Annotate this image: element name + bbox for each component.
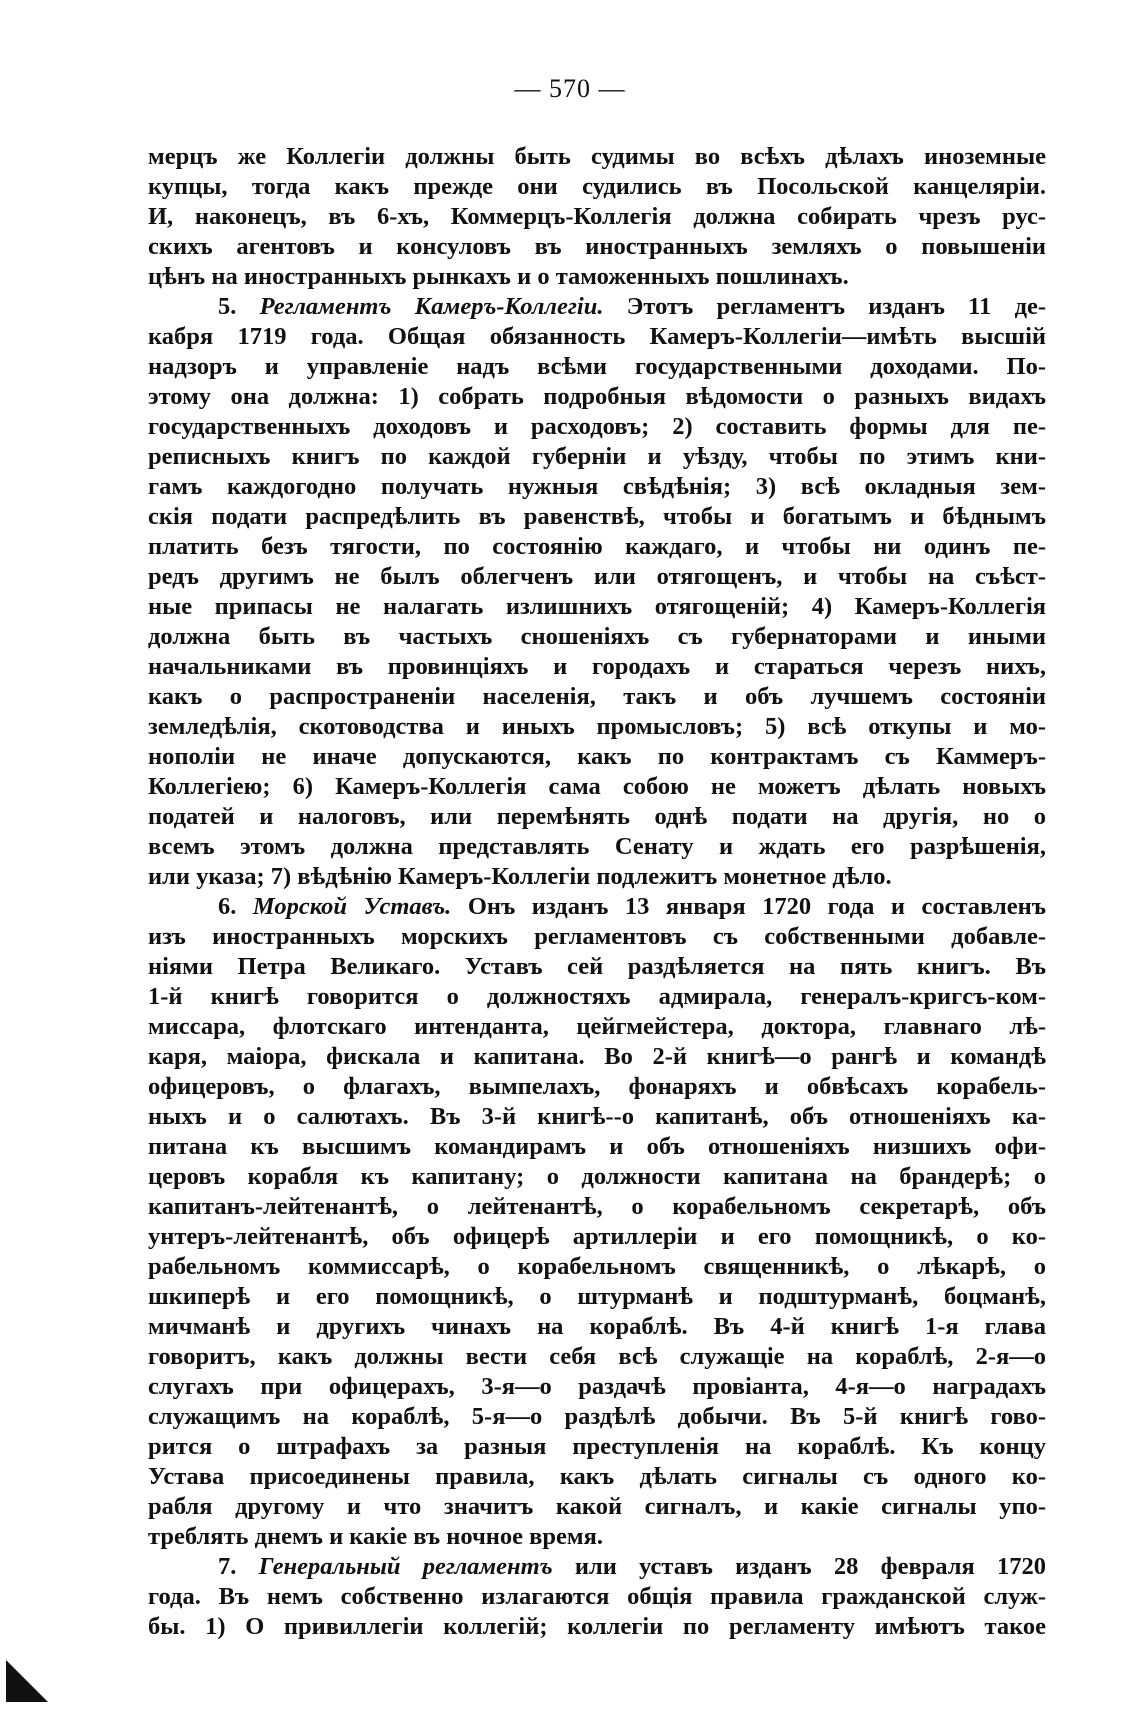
text-line: 1-й книгѣ говорится о должностяхъ адмирала, генералъ-кригсъ-ком-	[148, 983, 1046, 1010]
text-line: рабля другому и что значитъ какой сигналъ, и какіе сигналы упо-	[148, 1493, 1046, 1520]
text-line: начальниками въ провинціяхъ и городахъ и стараться черезъ нихъ,	[148, 653, 1046, 680]
section-heading: Генеральный регламентъ	[258, 1553, 553, 1580]
document-body	[148, 142, 1046, 1642]
text-line: бы. 1) О привиллегіи коллегій; коллегіи по регламенту имѣютъ такое	[148, 1613, 1046, 1640]
text-line: слугахъ при офицерахъ, 3-я—о раздачѣ провіанта, 4-я—о наградахъ	[148, 1373, 1046, 1400]
page-number: — 570 —	[514, 74, 626, 103]
text-line: гамъ каждогодно получать нужныя свѣдѣнія; 3) всѣ окладныя зем-	[148, 473, 1046, 500]
text-line: рится о штрафахъ за разныя преступленія на кораблѣ. Къ концу	[148, 1433, 1046, 1460]
section-5-first-line: 5. Регламентъ Камеръ-Коллегіи. Этотъ регламентъ изданъ 11 де-	[218, 293, 1047, 320]
text-line: ные припасы не налагать излишнихъ отягощеній; 4) Камеръ-Коллегія	[148, 593, 1046, 620]
text-line: податей и налоговъ, или перемѣнять однѣ подати на другія, но о	[148, 803, 1046, 830]
text-line: говоритъ, какъ должны вести себя всѣ служащіе на кораблѣ, 2-я—о	[148, 1343, 1046, 1370]
triangle-arrow-icon	[6, 1660, 48, 1702]
section-heading: Морской Уставъ.	[252, 893, 452, 920]
text-line: мерцъ же Коллегіи должны быть судимы во всѣхъ дѣлахъ иноземные	[148, 143, 1046, 170]
text-line: шкиперѣ и его помощникѣ, о штурманѣ и подштурманѣ, боцманѣ,	[148, 1283, 1046, 1310]
text-line: треблять днемъ и какіе въ ночное время.	[148, 1523, 603, 1550]
text-line: года. Въ немъ собственно излагаются общія правила гражданской служ-	[148, 1583, 1046, 1610]
text-line: цѣнъ на иностранныхъ рынкахъ и о таможенныхъ пошлинахъ.	[148, 263, 849, 290]
text-line: государственныхъ доходовъ и расходовъ; 2) составить формы для пе-	[148, 413, 1046, 440]
text-line: капитанъ-лейтенантѣ, о лейтенантѣ, о корабельномъ секретарѣ, объ	[148, 1193, 1046, 1220]
text-line: или указа; 7) вѣдѣнію Камеръ-Коллегіи подлежитъ монетное дѣло.	[148, 863, 892, 890]
text-line: питана къ высшимъ командирамъ и объ отношеніяхъ низшихъ офи-	[148, 1133, 1046, 1160]
text-line: редъ другимъ не былъ облегченъ или отягощенъ, и чтобы на съѣст-	[148, 563, 1046, 590]
section-heading: Регламентъ Камеръ-Коллегіи.	[259, 293, 604, 320]
text-line: кабря 1719 года. Общая обязанность Камеръ-Коллегіи—имѣть высшій	[148, 323, 1046, 350]
text-line: церовъ корабля къ капитану; о должности капитана на брандерѣ; о	[148, 1163, 1046, 1190]
text-line: рабельномъ коммиссарѣ, о корабельномъ священникѣ, о лѣкарѣ, о	[148, 1253, 1046, 1280]
text-line: реписныхъ книгъ по каждой губерніи и уѣзду, чтобы по этимъ кни-	[148, 443, 1046, 470]
text-line: изъ иностранныхъ морскихъ регламентовъ съ собственными добавле-	[148, 923, 1046, 950]
text-line: всемъ этомъ должна представлять Сенату и ждать его разрѣшенія,	[148, 833, 1046, 860]
section-6-first-line: 6. Морской Уставъ. Онъ изданъ 13 января 1720 года и составленъ	[218, 893, 1046, 920]
text-line: купцы, тогда какъ прежде они судились въ Посольской канцеляріи.	[148, 173, 1046, 200]
text-line: платить безъ тягости, по состоянію каждаго, и чтобы ни одинъ пе-	[148, 533, 1046, 560]
text-line: мичманѣ и другихъ чинахъ на кораблѣ. Въ 4-й книгѣ 1-я глава	[148, 1313, 1046, 1340]
text-line: какъ о распространеніи населенія, такъ и объ лучшемъ состояніи	[148, 683, 1046, 710]
text-line: скихъ агентовъ и консуловъ въ иностранныхъ земляхъ о повышеніи	[148, 233, 1046, 260]
text-line: миссара, флотскаго интенданта, цейгмейстера, доктора, главнаго лѣ-	[148, 1013, 1046, 1040]
section-7-first-line: 7. Генеральный регламентъ или уставъ изданъ 28 февраля 1720	[218, 1553, 1046, 1580]
text-line: ныхъ и о салютахъ. Въ 3-й книгѣ--о капитанѣ, объ отношеніяхъ ка-	[148, 1103, 1046, 1130]
text-line: каря, маіора, фискала и капитана. Во 2-й книгѣ—о рангѣ и командѣ	[148, 1043, 1046, 1070]
text-line: этому она должна: 1) собрать подробныя вѣдомости о разныхъ видахъ	[148, 383, 1046, 410]
text-line: офицеровъ, о флагахъ, вымпелахъ, фонаряхъ и обвѣсахъ корабель-	[148, 1073, 1046, 1100]
text-line: Устава присоединены правила, какъ дѣлать сигналы съ одного ко-	[148, 1463, 1046, 1490]
text-line: унтеръ-лейтенантѣ, объ офицерѣ артиллеріи и его помощникѣ, о ко-	[148, 1223, 1046, 1250]
text-line: нополіи не иначе допускаются, какъ по контрактамъ съ Каммеръ-	[148, 743, 1046, 770]
text-line: должна быть въ частыхъ сношеніяхъ съ губернаторами и иными	[148, 623, 1046, 650]
text-line: ніями Петра Великаго. Уставъ сей раздѣляется на пять книгъ. Въ	[148, 953, 1046, 980]
text-line: скія подати распредѣлить въ равенствѣ, чтобы и богатымъ и бѣднымъ	[148, 503, 1046, 530]
text-line: Коллегіею; 6) Камеръ-Коллегія сама собою не можетъ дѣлать новыхъ	[148, 773, 1046, 800]
text-line: земледѣлія, скотоводства и иныхъ промысловъ; 5) всѣ откупы и мо-	[148, 713, 1046, 740]
text-line: надзоръ и управленіе надъ всѣми государственными доходами. По-	[148, 353, 1046, 380]
text-line: И, наконецъ, въ 6-хъ, Коммерцъ-Коллегія должна собирать чрезъ рус-	[148, 203, 1046, 230]
text-line: служащимъ на кораблѣ, 5-я—о раздѣлѣ добычи. Въ 5-й книгѣ гово-	[148, 1403, 1046, 1430]
